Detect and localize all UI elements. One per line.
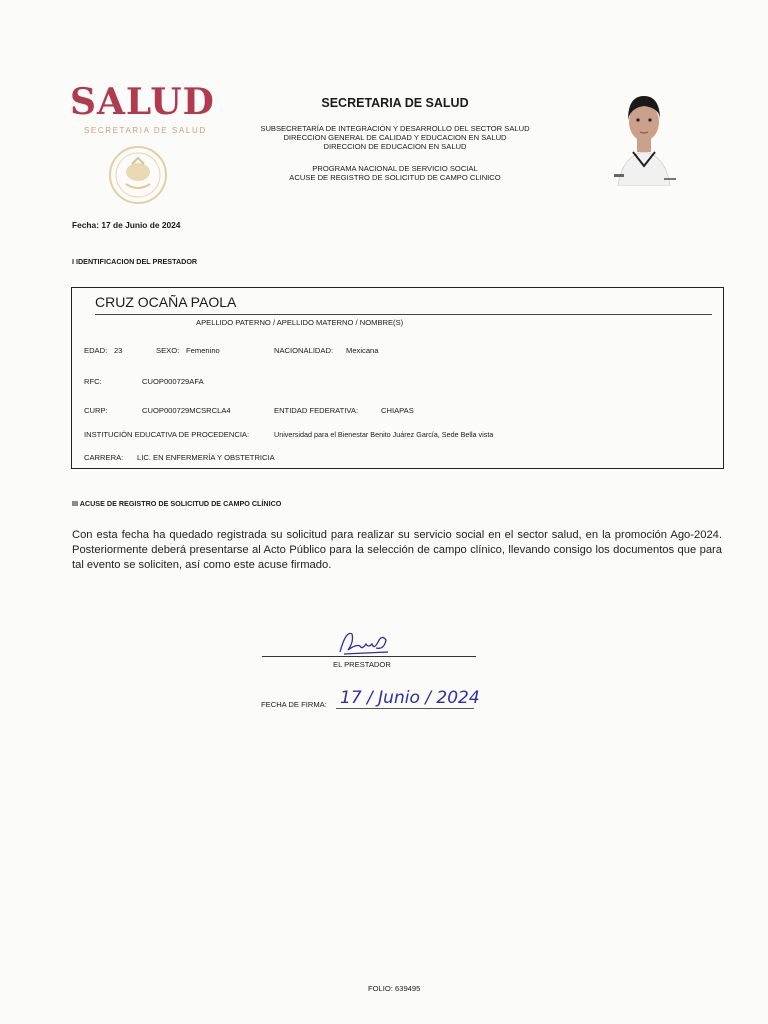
- fecha-firma-line: [336, 708, 474, 709]
- section-3-title: III ACUSE DE REGISTRO DE SOLICITUD DE CAMPO CLÍNICO: [72, 499, 282, 508]
- nacionalidad-value: Mexicana: [346, 346, 379, 355]
- curp-label: CURP:: [84, 406, 108, 415]
- rfc-label: RFC:: [84, 377, 102, 386]
- rfc-value: CUOP000729AFA: [142, 377, 204, 386]
- fecha-firma-value: 17 / Junio / 2024: [340, 688, 480, 708]
- edad-label: EDAD:: [84, 346, 108, 355]
- signature-label: EL PRESTADOR: [333, 660, 391, 669]
- entidad-label: ENTIDAD FEDERATIVA:: [274, 406, 359, 415]
- program-line-1: PROGRAMA NACIONAL DE SERVICIO SOCIAL: [312, 164, 478, 173]
- header-sub-3: DIRECCION DE EDUCACION EN SALUD: [323, 142, 467, 151]
- signature-line: [262, 656, 476, 657]
- folio-number: FOLIO: 639495: [368, 984, 421, 993]
- sexo-value: Femenino: [186, 346, 220, 355]
- national-seal-icon: [106, 144, 170, 206]
- applicant-photo: [600, 82, 688, 186]
- institucion-label: INSTITUCIÓN EDUCATIVA DE PROCEDENCIA:: [84, 430, 250, 439]
- name-underline: [95, 314, 712, 315]
- salud-logo: SALUD: [70, 81, 215, 123]
- sexo-label: SEXO:: [156, 346, 180, 355]
- carrera-value: LIC. EN ENFERMERÍA Y OBSTETRICIA: [137, 453, 275, 462]
- prestador-name: CRUZ OCAÑA PAOLA: [95, 294, 237, 310]
- nacionalidad-label: NACIONALIDAD:: [274, 346, 334, 355]
- name-caption: APELLIDO PATERNO / APELLIDO MATERNO / NOMBRE(S): [196, 318, 404, 327]
- acuse-body-text: Con esta fecha ha quedado registrada su solicitud para realizar su servicio social en el sector salud, en la promoción Ago-2024. Posteriormente deberá presentarse al Acto Público para la selección de campo clínico, llevando consigo los documentos que para tal evento se soliciten, así como este acuse firmado.: [72, 529, 722, 571]
- header-sub-1: SUBSECRETARÍA DE INTEGRACIÓN Y DESARROLLO DEL SECTOR SALUD: [260, 124, 530, 133]
- curp-value: CUOP000729MCSRCLA4: [142, 406, 231, 415]
- edad-value: 23: [114, 346, 123, 355]
- page-title: SECRETARIA DE SALUD: [321, 96, 469, 110]
- logo-subtitle: SECRETARIA DE SALUD: [84, 126, 207, 135]
- handwritten-signature: [336, 624, 396, 658]
- entidad-value: CHIAPAS: [381, 406, 414, 415]
- section-1-title: I IDENTIFICACION DEL PRESTADOR: [72, 257, 198, 266]
- program-line-2: ACUSE DE REGISTRO DE SOLICITUD DE CAMPO CLINICO: [289, 173, 501, 182]
- document-date: Fecha: 17 de Junio de 2024: [72, 220, 181, 230]
- fecha-firma-label: FECHA DE FIRMA:: [261, 700, 327, 709]
- institucion-value: Universidad para el Bienestar Benito Juárez García, Sede Bella vista: [274, 430, 494, 439]
- header-sub-2: DIRECCION GENERAL DE CALIDAD Y EDUCACION EN SALUD: [283, 133, 507, 142]
- carrera-label: CARRERA:: [84, 453, 124, 462]
